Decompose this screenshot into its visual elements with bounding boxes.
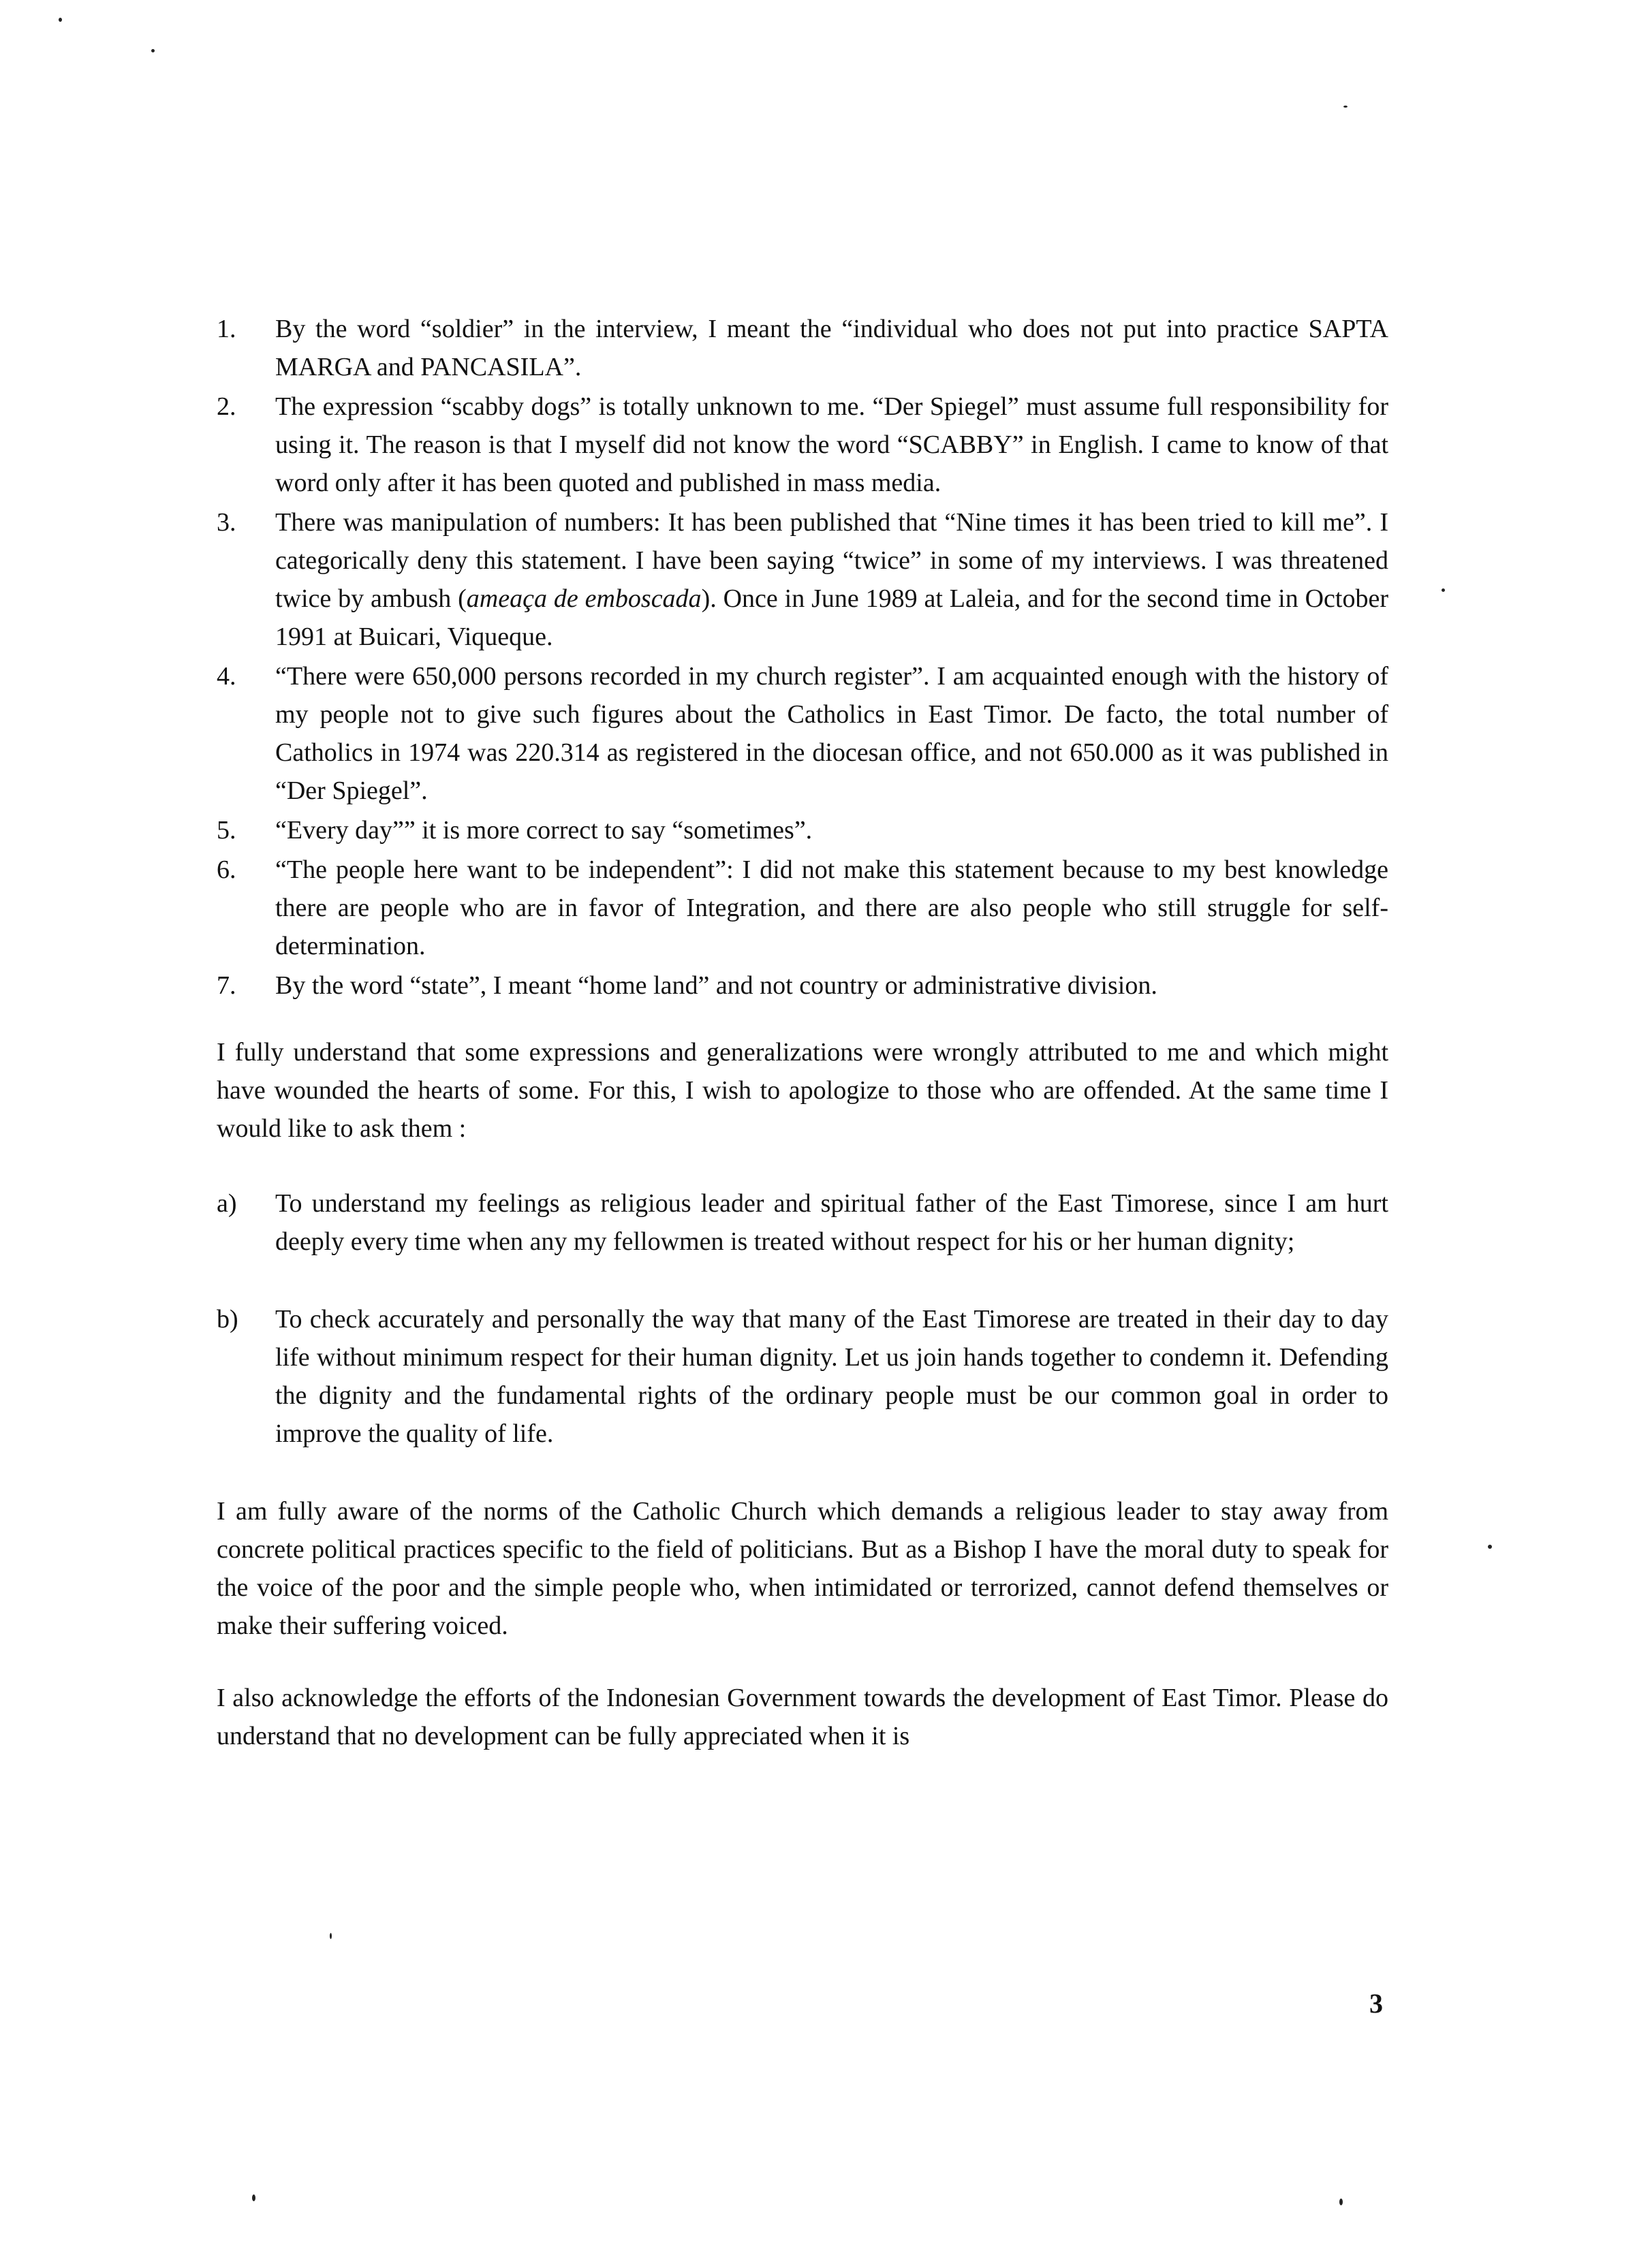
list-item-text: ). Once in June 1989 at Laleia, and for the second time in October 1991 at Buicari, Viqueque. (275, 584, 1388, 651)
list-item (217, 811, 1388, 849)
list-item (217, 851, 1388, 965)
list-item-text: “There were 650,000 persons recorded in my church register”. I am acquainted enough with the history of my people not to give such figures about the Catholics in East Timor. De facto, the total number of Catholics in 1974 was 220.314 as registered in the diocesan office, and not 650.000 as it was published in “Der Spiegel”. (275, 662, 1388, 805)
list-marker: 4. (217, 662, 236, 691)
scan-speck (1339, 2199, 1343, 2205)
lettered-item (217, 1300, 1388, 1453)
list-marker: 2. (217, 392, 236, 421)
list-marker: 7. (217, 971, 236, 1000)
list-item (217, 310, 1388, 386)
church-norms-paragraph: I am fully aware of the norms of the Catholic Church which demands a religious leader to stay away from concrete political practices specific to the field of politicians. But as a Bishop I have the moral duty to speak for the voice of the poor and the simple people who, when intimidated or terrorized, cannot defend themselves or make their suffering voiced. (217, 1497, 1388, 1640)
list-item-text: There was manipulation of numbers: It has been published that “Nine times it has been tried to kill me”. I categorically deny this statement. I have been saying “twice” in some of my interviews. I was threatened twice by ambush ( (275, 508, 1388, 613)
list-marker: 6. (217, 855, 236, 884)
list-item-text: By the word “state”, I meant “home land” and not country or administrative division. (275, 971, 1157, 1000)
document-body (217, 310, 1388, 1755)
list-item-text: “The people here want to be independent”: I did not make this statement because to my best knowledge there are people who are in favor of Integration, and there are also people who still struggle for self-determination. (275, 855, 1388, 960)
list-marker: 1. (217, 315, 236, 343)
lettered-item (217, 1184, 1388, 1261)
list-item-text: To understand my feelings as religious leader and spiritual father of the East Timorese, since I am hurt deeply every time when any my fellowmen is treated without respect for his or her human dignity; (275, 1189, 1388, 1256)
scan-speck (252, 2194, 255, 2201)
list-item (217, 503, 1388, 656)
list-item-text: By the word “soldier” in the interview, I meant the “individual who does not put into practice SAPTA MARGA and PANCASILA”. (275, 315, 1388, 381)
apology-paragraph: I fully understand that some expressions and generalizations were wrongly attributed to me and which might have wounded the hearts of some. For this, I wish to apologize to those who are offended. At the same time I would like to ask them : (217, 1038, 1388, 1143)
list-item-text: The expression “scabby dogs” is totally unknown to me. “Der Spiegel” must assume full responsibility for using it. The reason is that I myself did not know the word “SCABBY” in English. I came to know of that word only after it has been quoted and published in mass media. (275, 392, 1388, 497)
list-item-text: “Every day”” it is more correct to say “sometimes”. (275, 816, 813, 845)
list-item (217, 966, 1388, 1005)
list-marker: b) (217, 1305, 238, 1334)
numbered-list (217, 310, 1388, 1005)
scan-speck (330, 1933, 332, 1939)
scan-speck (59, 18, 62, 22)
lettered-list (217, 1184, 1388, 1453)
list-marker: 3. (217, 508, 236, 537)
scan-speck (1343, 106, 1348, 108)
portuguese-phrase: ameaça de emboscada (466, 584, 702, 613)
list-item (217, 388, 1388, 502)
list-marker: 5. (217, 816, 236, 845)
scan-speck (151, 49, 155, 52)
list-marker: a) (217, 1189, 237, 1218)
scan-speck (1488, 1545, 1492, 1549)
list-item (217, 657, 1388, 810)
page-number: 3 (1369, 1988, 1383, 2019)
list-item-text: To check accurately and personally the way that many of the East Timorese are treated in their day to day life without minimum respect for their human dignity. Let us join hands together to condemn it. Defending the dignity and the fundamental rights of the ordinary people must be our common goal in order to improve the quality of life. (275, 1305, 1388, 1448)
scan-speck (1442, 588, 1445, 592)
development-paragraph: I also acknowledge the efforts of the Indonesian Government towards the development of East Timor. Please do understand that no development can be fully appreciated when it is (217, 1684, 1388, 1750)
